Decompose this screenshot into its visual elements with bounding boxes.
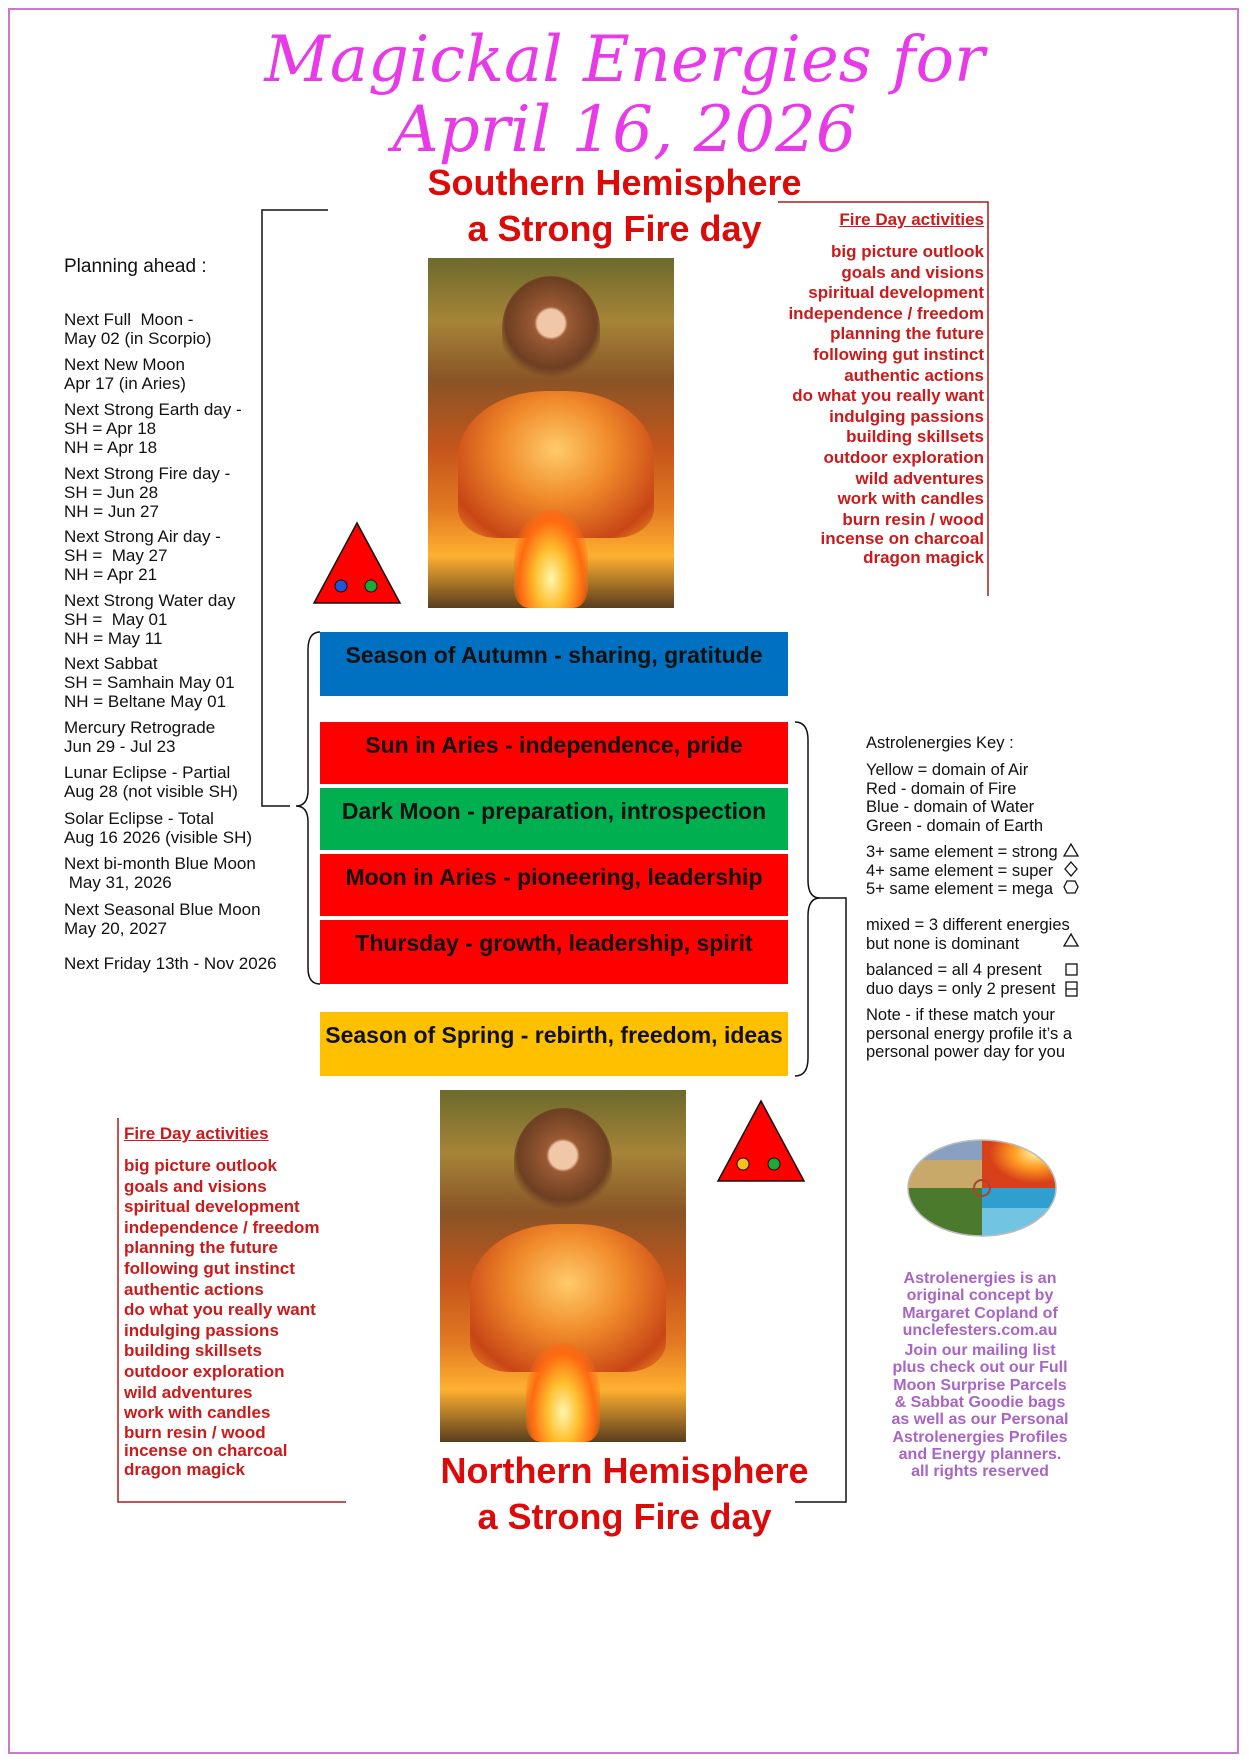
key-air: Yellow = domain of Air <box>866 761 1029 779</box>
activity-item: building skillsets <box>124 1341 262 1361</box>
activity-item: building skillsets <box>846 427 984 447</box>
activity-item: dragon magick <box>124 1459 245 1479</box>
northern-day-type: a Strong Fire day <box>477 1496 772 1537</box>
planning-item-friday-13th: Next Friday 13th - Nov 2026 <box>64 954 277 973</box>
activity-item: dragon magick <box>863 548 984 568</box>
activity-item: spiritual development <box>124 1197 300 1217</box>
key-heading: Astrolenergies Key : <box>866 734 1014 752</box>
fire-activities-title: Fire Day activities <box>124 1124 269 1143</box>
season-autumn-bar: Season of Autumn - sharing, gratitude <box>320 632 788 696</box>
key-super: 4+ same element = super <box>866 861 1054 880</box>
page-title-line2: April 16, 2026 <box>392 93 857 167</box>
activity-item: big picture outlook <box>831 242 984 261</box>
fire-triangle-icon-top <box>310 520 404 606</box>
key-balanced: balanced = all 4 present <box>866 961 1042 979</box>
key-earth: Green - domain of Earth <box>866 816 1044 835</box>
activity-item: work with candles <box>124 1403 271 1423</box>
southern-hemisphere-label: Southern Hemisphere <box>427 162 802 203</box>
activity-item: work with candles <box>837 489 984 509</box>
planning-item-mercury-retrograde: Mercury Retrograde Jun 29 - Jul 23 <box>64 718 216 756</box>
credit-text: Astrolenergies is an original concept by Margaret Copland of unclefesters.com.au Join our mailing list plus check out our Full Moon Surprise Parcels & Sabbat Goodie bags as well as our Personal Astrolenergies Profiles and Energy planners. all rights reserved <box>891 1270 1069 1481</box>
sun-sign-bar: Sun in Aries - independence, pride <box>320 722 788 784</box>
key-mixed-line1: mixed = 3 different energies <box>866 916 1070 934</box>
fire-activities-top <box>760 210 984 569</box>
super-diamond-icon <box>1065 862 1077 876</box>
activity-item: indulging passions <box>124 1320 279 1340</box>
moon-phase-bar: Dark Moon - preparation, introspection <box>320 788 788 850</box>
mixed-triangle-icon <box>1064 934 1078 946</box>
activity-item: burn resin / wood <box>124 1422 266 1442</box>
activity-item: burn resin / wood <box>842 509 984 529</box>
planning-ahead-heading: Planning ahead : <box>64 256 207 277</box>
activity-item: following gut instinct <box>124 1258 295 1278</box>
activity-item: incense on charcoal <box>820 529 984 549</box>
activity-item: indulging passions <box>829 406 984 426</box>
activity-item: independence / freedom <box>788 303 984 323</box>
weekday-bar: Thursday - growth, leadership, spirit <box>320 920 788 984</box>
key-note-line1: Note - if these match your <box>866 1006 1055 1024</box>
key-mixed-line2: but none is dominant <box>866 934 1020 953</box>
northern-hemisphere-label: Northern Hemisphere <box>440 1450 809 1491</box>
activity-item: spiritual development <box>808 283 984 303</box>
planning-item-full-moon: Next Full Moon - May 02 (in Scorpio) <box>64 310 212 348</box>
fire-triangle-icon-bottom <box>714 1098 808 1184</box>
key-symbols <box>1062 842 1084 1002</box>
activity-item: big picture outlook <box>124 1156 277 1175</box>
fire-activities-bottom <box>124 1124 354 1480</box>
key-duo: duo days = only 2 present <box>866 979 1056 998</box>
key-note-line3: personal power day for you <box>866 1043 1066 1061</box>
activity-item: planning the future <box>830 324 984 344</box>
key-note-line2: personal energy profile it’s a <box>866 1024 1073 1043</box>
fire-activities-title: Fire Day activities <box>839 210 984 229</box>
activity-item: do what you really want <box>124 1300 316 1320</box>
activity-item: outdoor exploration <box>124 1361 285 1381</box>
mega-hexagon-icon <box>1064 881 1078 893</box>
key-fire: Red - domain of Fire <box>866 779 1017 798</box>
key-water: Blue - domain of Water <box>866 798 1035 816</box>
activity-item: goals and visions <box>124 1176 267 1196</box>
activity-item: do what you really want <box>792 386 984 406</box>
moon-sign-bar: Moon in Aries - pioneering, leadership <box>320 854 788 916</box>
planning-item-new-moon: Next New Moon Apr 17 (in Aries) <box>64 355 186 393</box>
activity-item: wild adventures <box>855 468 984 488</box>
key-strong: 3+ same element = strong <box>866 843 1058 861</box>
planning-item-solar-eclipse: Solar Eclipse - Total Aug 16 2026 (visible SH) <box>64 809 253 847</box>
activity-item: authentic actions <box>844 365 984 385</box>
planning-item-sabbat: Next Sabbat SH = Samhain May 01 NH = Beltane May 01 <box>64 654 235 711</box>
activity-item: independence / freedom <box>124 1217 320 1237</box>
season-spring-bar: Season of Spring - rebirth, freedom, ideas <box>320 1012 788 1076</box>
activity-item: incense on charcoal <box>124 1440 288 1460</box>
fire-dancer-photo-top <box>428 258 674 608</box>
activity-item: wild adventures <box>124 1382 253 1402</box>
planning-item-fire-day: Next Strong Fire day - SH = Jun 28 NH = Jun 27 <box>64 464 231 521</box>
planning-item-lunar-eclipse: Lunar Eclipse - Partial Aug 28 (not visible SH) <box>64 763 238 801</box>
activity-item: goals and visions <box>841 262 984 282</box>
page-title-line1: Magickal Energies for <box>264 23 985 97</box>
activity-item: outdoor exploration <box>823 447 984 467</box>
southern-day-type: a Strong Fire day <box>467 208 762 249</box>
strong-triangle-icon <box>1064 844 1078 856</box>
astrolenergies-logo <box>906 1138 1058 1238</box>
activity-item: authentic actions <box>124 1279 264 1299</box>
activity-item: following gut instinct <box>813 344 984 364</box>
planning-item-air-day: Next Strong Air day - SH = May 27 NH = Apr 21 <box>64 527 221 584</box>
fire-dancer-photo-bottom <box>440 1090 686 1442</box>
planning-item-seasonal-blue-moon: Next Seasonal Blue Moon May 20, 2027 <box>64 900 261 938</box>
activity-item: planning the future <box>124 1238 278 1258</box>
planning-item-bimonth-blue-moon: Next bi-month Blue Moon May 31, 2026 <box>64 854 256 892</box>
planning-item-water-day: Next Strong Water day SH = May 01 NH = May 11 <box>64 591 236 648</box>
balanced-square-icon <box>1066 964 1077 975</box>
planning-item-earth-day: Next Strong Earth day - SH = Apr 18 NH = Apr 18 <box>64 400 242 457</box>
key-mega: 5+ same element = mega <box>866 880 1054 898</box>
